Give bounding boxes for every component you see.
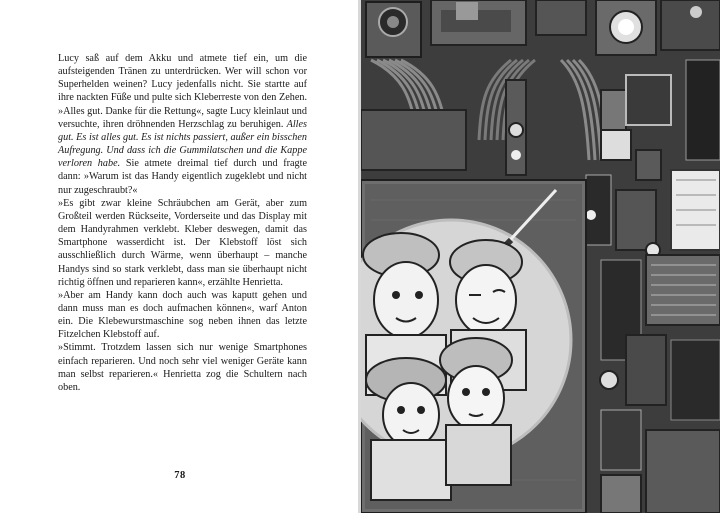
paragraph bbox=[58, 289, 307, 342]
text-segment: »Es gibt zwar kleine Schräubchen am Gerät, aber zum Großteil werden Rückseite, Vorderseite und das Display mit dem Handyrahmen verklebt. Kleber deswegen, damit das Smartphone wasserdicht ist. Der Klebstoff löst sich ausschließlich durch Wärme, wenn überhaupt – manche Handys sind so stark verklebt, dass man sie überhaupt nicht richtig öffnen und reparieren kann«, erzählte Henrietta. bbox=[58, 197, 307, 288]
paragraph bbox=[58, 52, 307, 197]
body-text bbox=[58, 52, 307, 394]
text-segment: »Stimmt. Trotzdem lassen sich nur wenige Smartphones einfach reparieren. Und noch sehr viel weniger Geräte kann man selbst reparieren.« Henrietta zog die Schultern nach oben. bbox=[58, 342, 307, 393]
right-page bbox=[361, 0, 720, 513]
text-segment: Lucy saß auf dem Akku und atmete tief ein, um die aufsteigenden Tränen zu unterdrücken. Wer will schon vor Superhelden weinen? Lucy jedenfalls nicht. Sie startte auf ihre nackten Füße und pulte sich Kleberreste von den Zehen. »Alles gut. Danke für die Rettung«, sagte Lucy kleinlaut und versuchte, ihren dröhnenden Herzschlag zu beruhigen. bbox=[58, 53, 307, 130]
text-segment: »Aber am Handy kann doch auch was kaputt gehen und dann muss man es doch aufmachen können«, warf Anton ein. Die Klebewurstmaschine sog neben ihnen das letzte Fitzelchen Klebstoff auf. bbox=[58, 289, 307, 341]
text-segment: Sie atmete dreimal tief durch und fragte dann: »Warum ist das Handy eigentlich zugeklebt und nicht nur zugeschraubt?« bbox=[58, 158, 308, 196]
paragraph bbox=[58, 197, 307, 289]
paragraph bbox=[58, 341, 307, 394]
page-number: 78 bbox=[174, 470, 186, 481]
circuit-board-illustration bbox=[361, 0, 720, 513]
italic-text-segment: Alles gut. Es ist alles gut. Es ist nichts passiert, außer ein bisschen Aufregung. Und dass ich die Gummilatschen und die Kappe verloren habe. bbox=[58, 118, 307, 170]
